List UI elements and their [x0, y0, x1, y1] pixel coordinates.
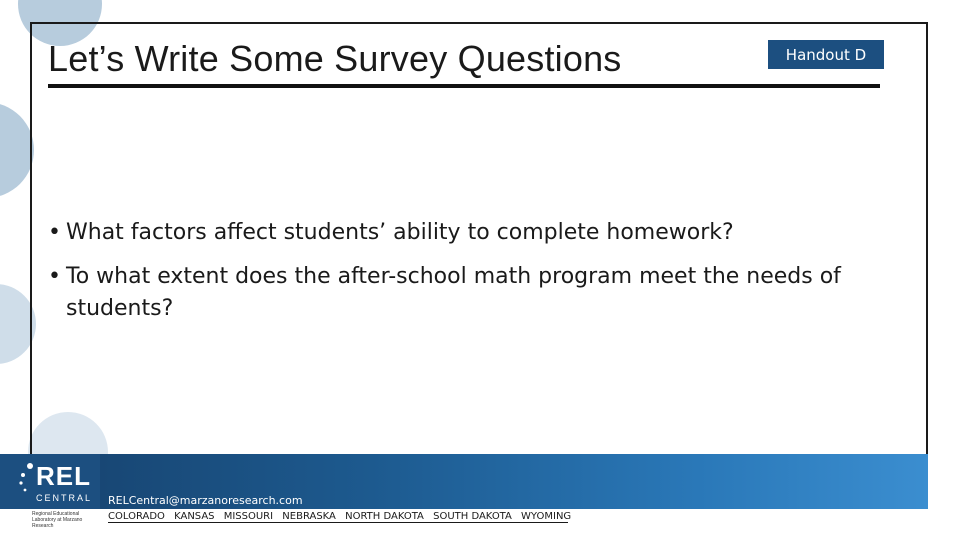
state-label: NORTH DAKOTA: [345, 511, 424, 522]
logo-rel-text: REL: [36, 461, 91, 491]
list-item: [48, 217, 898, 249]
handout-badge: [768, 40, 884, 69]
contact-email[interactable]: RELCentral@marzanoresearch.com: [108, 494, 303, 507]
bullet-text: What factors affect students’ ability to complete homework?: [66, 220, 734, 245]
page-title: Let’s Write Some Survey Questions: [48, 38, 622, 79]
bullet-text: To what extent does the after-school math program meet the needs of students?: [66, 264, 841, 321]
handout-badge-label: Handout D: [785, 45, 867, 64]
state-label: NEBRASKA: [282, 511, 336, 522]
logo-tagline: Regional Educational Laboratory at Marzano Research: [32, 511, 83, 529]
state-label: WYOMING: [521, 511, 572, 522]
decor-circle-mid: [0, 102, 34, 198]
logo-central-text: CENTRAL: [36, 493, 93, 503]
bullet-icon: •: [48, 220, 61, 245]
states-underline: [108, 522, 568, 523]
title-underline: [48, 84, 880, 88]
logo-dots-icon: [18, 463, 34, 493]
state-label: COLORADO: [108, 511, 165, 522]
bullet-list: [48, 217, 898, 337]
state-label: KANSAS: [174, 511, 215, 522]
bullet-icon: •: [48, 264, 61, 289]
state-label: MISSOURI: [223, 511, 274, 522]
states-list: [108, 511, 577, 522]
state-label: SOUTH DAKOTA: [433, 511, 512, 522]
list-item: [48, 261, 898, 325]
footer-edge: [928, 454, 931, 509]
